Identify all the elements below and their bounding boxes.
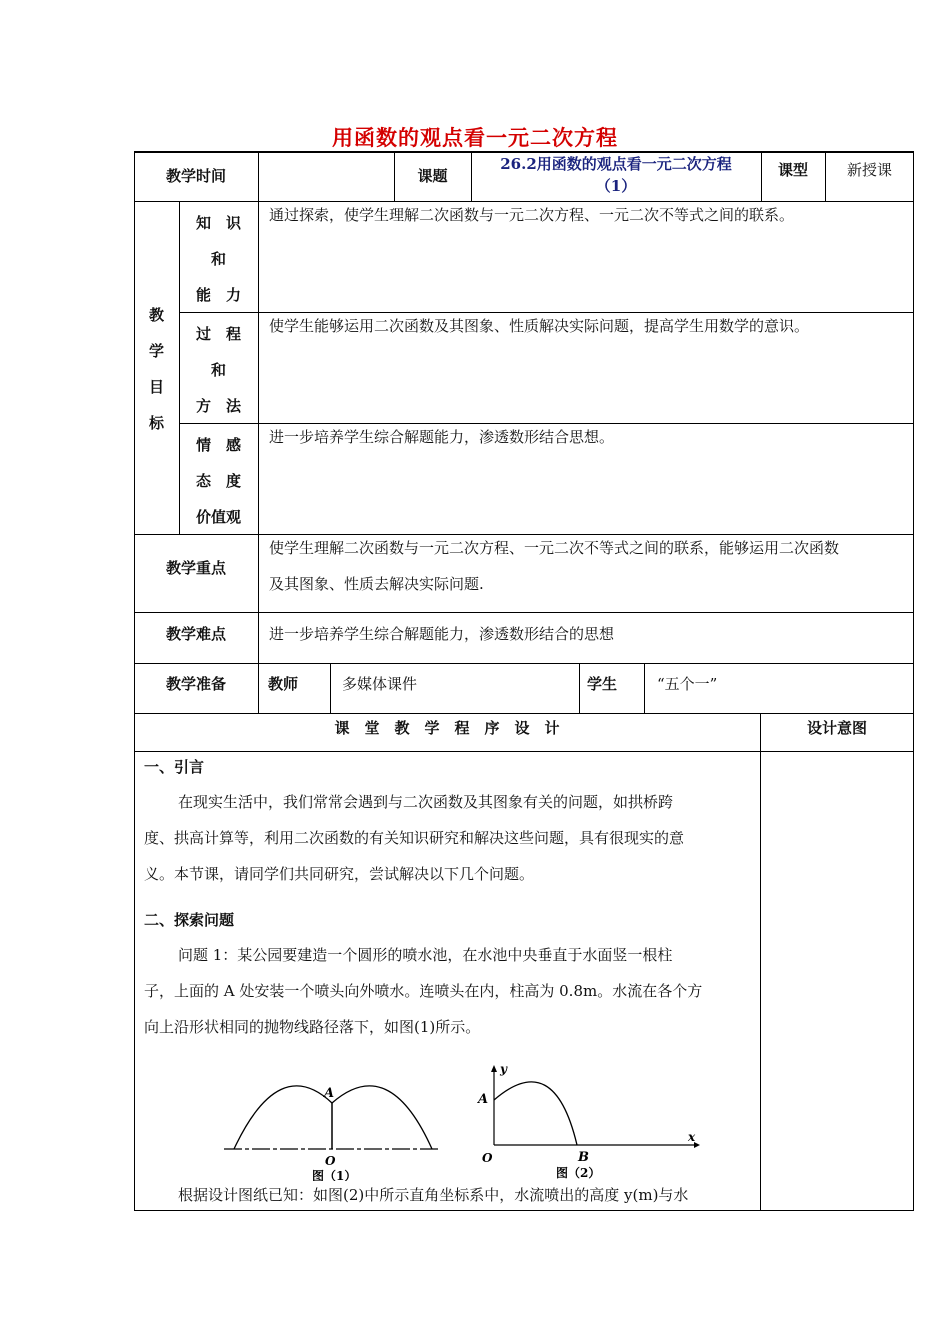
- preparation-label: 教学准备: [165, 675, 226, 693]
- intro-paragraph: [144, 784, 756, 892]
- objective-process-text: 使学生能够运用二次函数及其图象、性质解决实际问题，提高学生用数学的意识。: [269, 317, 810, 335]
- objective-knowledge-label: [179, 205, 258, 313]
- fig2-point-o: O: [482, 1151, 493, 1165]
- objectives-label-char: 学: [148, 342, 164, 360]
- key-points-label: 教学重点: [165, 559, 226, 577]
- problem-line: 子，上面的 A 处安装一个喷头向外喷水。连喷头在内，柱高为 0.8m。水流在各个方: [144, 982, 703, 1000]
- student-label: 学生: [587, 675, 618, 693]
- objective-sub: 知 识: [195, 214, 241, 232]
- key-points-line: 使学生理解二次函数与一元二次方程、一元二次不等式之间的联系，能够运用二次函数: [269, 539, 840, 557]
- col-divider: [258, 151, 259, 201]
- topic-line2: （1）: [595, 177, 637, 195]
- row-divider: [134, 612, 914, 613]
- objective-attitude-label: [179, 427, 258, 535]
- col-divider: [330, 663, 331, 713]
- fig2-caption: 图（2）: [556, 1166, 601, 1180]
- section-explore-heading: 二、探索问题: [144, 911, 235, 929]
- key-points-text: [269, 530, 913, 602]
- objective-sub: 和: [210, 361, 226, 379]
- fig1-point-a: A: [324, 1086, 335, 1101]
- fountain-right-parabola: [332, 1086, 432, 1149]
- teacher-value: 多媒体课件: [342, 675, 418, 693]
- row-divider: [134, 713, 914, 714]
- objective-attitude-text: 进一步培养学生综合解题能力，渗透数形结合思想。: [269, 428, 615, 446]
- type-label: 课型: [777, 161, 808, 179]
- table-border-bottom: [134, 1210, 914, 1211]
- col-divider: [644, 663, 645, 713]
- objective-sub: 和: [210, 250, 226, 268]
- objective-process-label: [179, 316, 258, 424]
- teacher-label: 教师: [268, 675, 299, 693]
- objective-sub: 能 力: [195, 286, 241, 304]
- col-divider: [258, 201, 259, 534]
- table-border-right: [913, 151, 914, 1211]
- col-divider: [579, 663, 580, 713]
- fig2-point-a: A: [478, 1092, 489, 1107]
- key-points-line: 及其图象、性质去解决实际问题.: [269, 575, 484, 593]
- intro-line: 在现实生活中，我们常常会遇到与二次函数及其图象有关的问题，如拱桥跨: [178, 793, 674, 811]
- figure-2-coordinate: [474, 1063, 704, 1181]
- y-axis-arrow: [491, 1065, 497, 1072]
- intro-line: 度、拱高计算等，利用二次函数的有关知识研究和解决这些问题，具有很现实的意: [144, 829, 685, 847]
- objective-sub: 情 感: [195, 436, 241, 454]
- objectives-label-char: 目: [148, 378, 164, 396]
- objectives-label-char: 教: [148, 306, 164, 324]
- topic-line1: 26.2用函数的观点看一元二次方程: [500, 155, 732, 173]
- difficulties-label: 教学难点: [165, 625, 226, 643]
- row-divider: [179, 312, 914, 313]
- fig1-caption: 图（1）: [312, 1169, 357, 1181]
- objective-sub: 方 法: [195, 397, 241, 415]
- col-divider: [760, 713, 761, 1211]
- topic-label: 课题: [417, 167, 448, 185]
- type-value: 新授课: [846, 161, 892, 179]
- difficulties-text: 进一步培养学生综合解题能力，渗透数形结合的思想: [269, 625, 615, 643]
- objective-sub: 过 程: [195, 325, 241, 343]
- procedure-header: 课 堂 教 学 程 序 设 计: [334, 719, 560, 737]
- table-border-top: [134, 151, 914, 153]
- fig1-point-o: O: [325, 1154, 336, 1168]
- row-divider: [134, 751, 914, 752]
- objective-sub: 价值观: [195, 508, 241, 526]
- col-divider: [258, 534, 259, 663]
- row-divider: [179, 423, 914, 424]
- fig2-point-b: B: [578, 1150, 589, 1165]
- student-value: “五个一”: [657, 675, 718, 693]
- problem-line: 问题 1：某公园要建造一个圆形的喷水池，在水池中央垂直于水面竖一根柱: [178, 946, 673, 964]
- time-label: 教学时间: [165, 167, 226, 185]
- objectives-label: [134, 297, 179, 441]
- fig2-axis-y: y: [500, 1063, 507, 1076]
- section-intro-heading: 一、引言: [144, 758, 205, 776]
- row-divider: [134, 201, 914, 202]
- fig2-axis-x: x: [688, 1130, 696, 1144]
- problem-line: 向上沿形状相同的抛物线路径落下，如图(1)所示。: [144, 1018, 481, 1036]
- continuation-line: 根据设计图纸已知：如图(2)中所示直角坐标系中，水流喷出的高度 y(m)与水: [178, 1186, 689, 1204]
- objective-sub: 态 度: [195, 472, 241, 490]
- fountain-left-parabola: [234, 1086, 335, 1149]
- design-intent-header: 设计意图: [806, 719, 867, 737]
- lesson-plan-table: [134, 151, 914, 1211]
- objective-knowledge-text: 通过探索，使学生理解二次函数与一元二次方程、一元二次不等式之间的联系。: [269, 206, 795, 224]
- row-divider: [134, 663, 914, 664]
- intro-line: 义。本节课，请同学们共同研究，尝试解决以下几个问题。: [144, 865, 535, 883]
- col-divider: [258, 663, 259, 713]
- figure-1-fountain: [224, 1063, 444, 1181]
- objectives-label-char: 标: [148, 414, 164, 432]
- problem-paragraph: [144, 937, 756, 1045]
- document-title: 用函数的观点看一元二次方程: [332, 125, 618, 150]
- water-parabola: [494, 1082, 577, 1145]
